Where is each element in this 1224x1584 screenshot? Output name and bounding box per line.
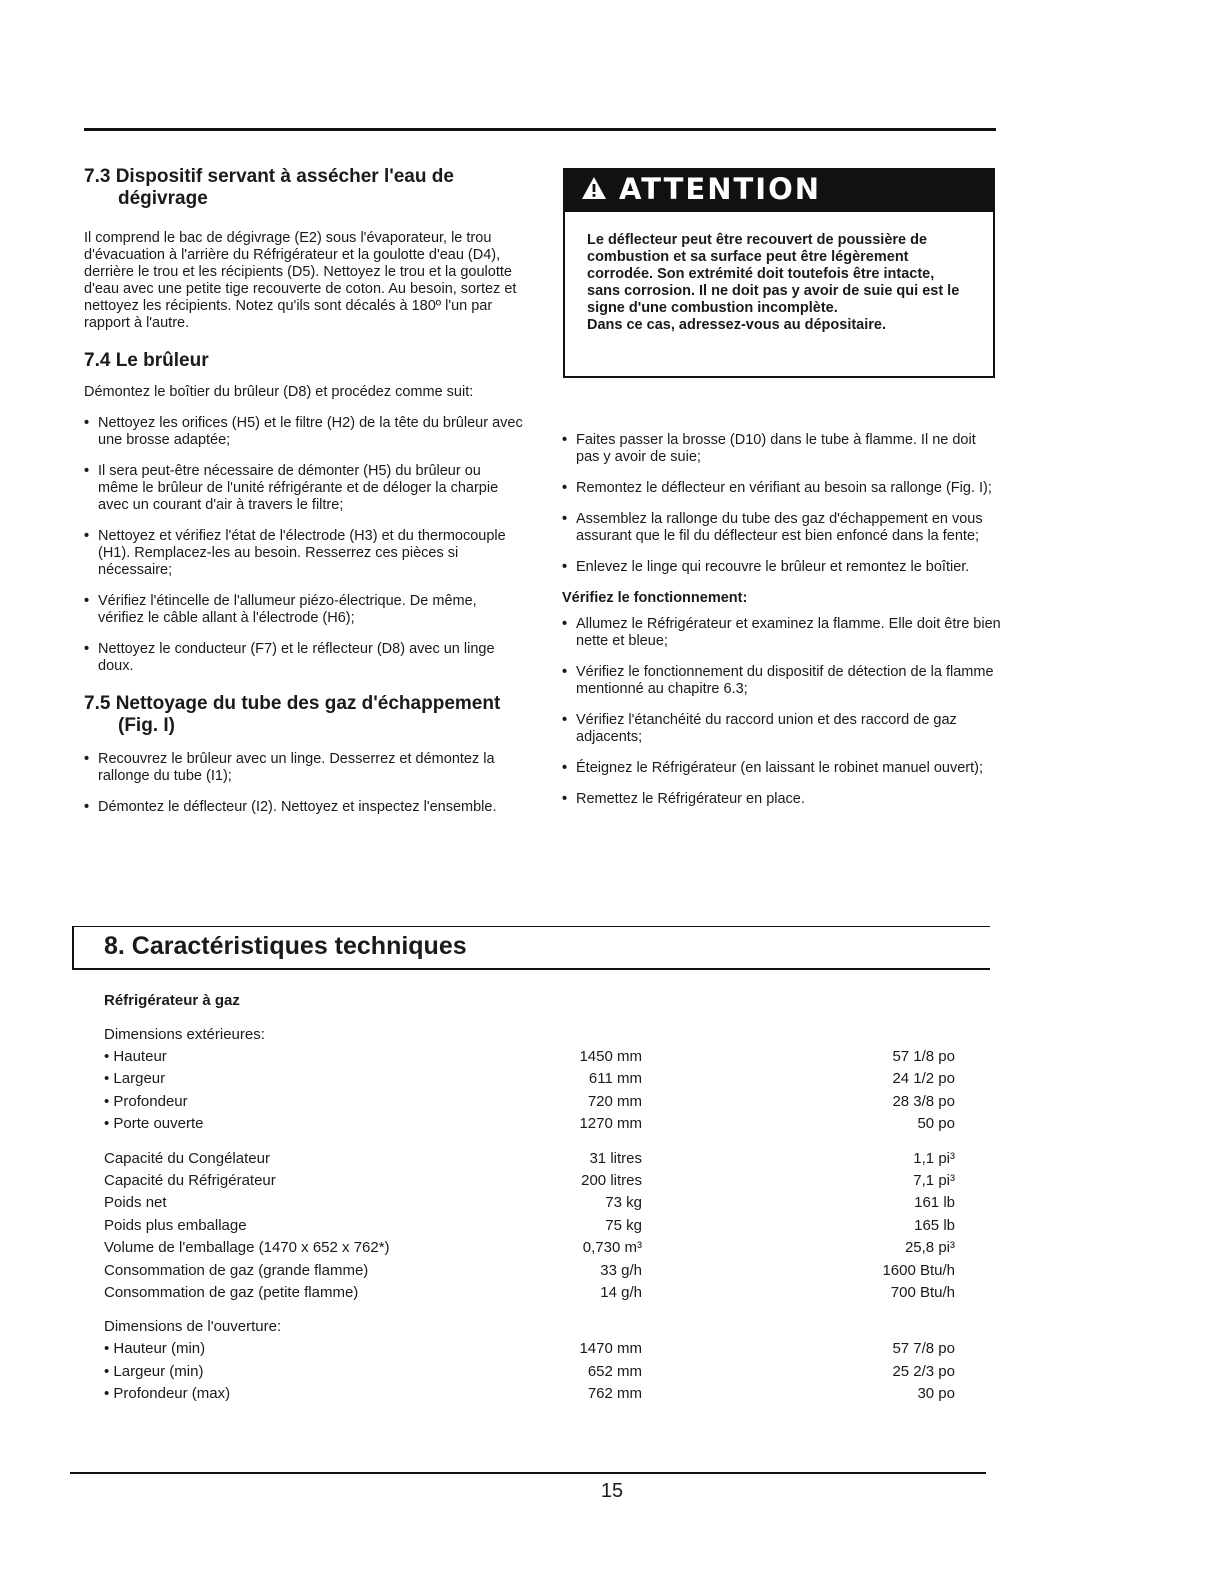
table-row: • Profondeur (max) 762 mm 30 po (104, 1385, 955, 1403)
table-row: • Profondeur 720 mm 28 3/8 po (104, 1092, 955, 1110)
verify-list (562, 616, 1002, 808)
section-8-top-rule (72, 926, 990, 927)
list-item: • Recouvrez le brûleur avec un linge. Desserrez et démontez la rallonge du tube (I1); (84, 751, 524, 785)
table-row: • Largeur (min) 652 mm 25 2/3 po (104, 1362, 955, 1380)
list-item: • Assemblez la rallonge du tube des gaz d'échappement en vous assurant que le fil du déflecteur est bien enfoncé dans la fente; (562, 511, 1002, 545)
attention-header (563, 168, 995, 210)
list-item: • Vérifiez l'étanchéité du raccord union et des raccord de gaz adjacents; (562, 712, 1002, 746)
section-7-3-body: Il comprend le bac de dégivrage (E2) sous l'évaporateur, le trou d'évacuation à l'arrière du Réfrigérateur et la goulotte d'eau (D4), derrière le trou et les récipients (D5). Nettoyez le trou et la goulotte d'eau avec une petite tige recouverte de coton. Au besoin, sortez et nettoyez les récipients. Notez qu'ils sont décalés à 180º l'un par rapport à l'autre. (84, 230, 517, 331)
section-8-bottom-rule (72, 968, 990, 970)
opening-heading: Dimensions de l'ouverture: (104, 1318, 282, 1336)
attention-text: Le déflecteur peut être recouvert de poussière de combustion et sa surface peut être légèrement corrodée. Son extrémité doit toutefois être intacte, sans corrosion. Il ne doit pas y avoir de suie qui est le signe d'une combustion incomplète. (587, 232, 960, 316)
footer-rule (70, 1472, 986, 1474)
list-item: • Remontez le déflecteur en vérifiant au besoin sa rallonge (Fig. I); (562, 480, 1002, 497)
list-item: • Vérifiez l'étincelle de l'allumeur piézo-électrique. De même, vérifiez le câble allant à l'électrode (H6); (84, 593, 524, 627)
attention-box (563, 210, 995, 378)
attention-label: ATTENTION (619, 172, 821, 206)
specs-subtitle: Réfrigérateur à gaz (104, 992, 240, 1009)
right-column (562, 432, 1002, 822)
table-row: Consommation de gaz (petite flamme) 14 g/h 700 Btu/h (104, 1284, 955, 1302)
table-row: Consommation de gaz (grande flamme) 33 g/h 1600 Btu/h (104, 1261, 955, 1279)
section-7-4-list (84, 415, 524, 675)
list-item: • Nettoyez et vérifiez l'état de l'électrode (H3) et du thermocouple (H1). Remplacez-les au besoin. Resserrez ces pièces si nécessaire; (84, 528, 524, 579)
list-item: • Enlevez le linge qui recouvre le brûleur et remontez le boîtier. (562, 559, 1002, 576)
section-7-3-heading: 7.3 Dispositif servant à assécher l'eau de dégivrage (84, 166, 454, 209)
section-7-4-heading: 7.4 Le brûleur (84, 350, 209, 371)
section-7-5-list (84, 751, 524, 816)
list-item: • Faites passer la brosse (D10) dans le tube à flamme. Il ne doit pas y avoir de suie; (562, 432, 1002, 466)
section-7-4-intro: Démontez le boîtier du brûleur (D8) et procédez comme suit: (84, 384, 474, 400)
list-item: • Éteignez le Réfrigérateur (en laissant le robinet manuel ouvert); (562, 760, 1002, 777)
warning-triangle-icon (581, 176, 607, 200)
table-row: Volume de l'emballage (1470 x 652 x 762*) 0,730 m³ 25,8 pi³ (104, 1239, 955, 1257)
left-column (84, 166, 524, 830)
section-8-left-bar (72, 927, 74, 969)
list-item: • Nettoyez les orifices (H5) et le filtre (H2) de la tête du brûleur avec une brosse adaptée; (84, 415, 524, 449)
list-item: • Nettoyez le conducteur (F7) et le réflecteur (D8) avec un linge doux. (84, 641, 524, 675)
list-item: • Démontez le déflecteur (I2). Nettoyez et inspectez l'ensemble. (84, 799, 524, 816)
list-item: • Vérifiez le fonctionnement du dispositif de détection de la flamme mentionné au chapitre 6.3; (562, 664, 1002, 698)
table-row: • Largeur 611 mm 24 1/2 po (104, 1070, 955, 1088)
table-row: Capacité du Réfrigérateur 200 litres 7,1 pi³ (104, 1172, 955, 1190)
table-row: Capacité du Congélateur 31 litres 1,1 pi³ (104, 1149, 955, 1167)
table-row: • Porte ouverte 1270 mm 50 po (104, 1115, 955, 1133)
page-number: 15 (600, 1480, 624, 1502)
table-row: • Hauteur 1450 mm 57 1/8 po (104, 1048, 955, 1065)
section-8-heading: 8. Caractéristiques techniques (104, 932, 467, 960)
list-item: • Allumez le Réfrigérateur et examinez la flamme. Elle doit être bien nette et bleue; (562, 616, 1002, 650)
list-item: • Il sera peut-être nécessaire de démonter (H5) du brûleur ou même le brûleur de l'unité réfrigérante et de déloger la charpie avec un courant d'air à travers le filtre; (84, 463, 524, 514)
section-7-5-heading: 7.5 Nettoyage du tube des gaz d'échappement (Fig. I) (84, 693, 501, 736)
top-rule (84, 128, 996, 131)
table-row: Poids plus emballage 75 kg 165 lb (104, 1216, 955, 1234)
attention-text-2: Dans ce cas, adressez-vous au dépositaire. (587, 317, 886, 333)
dims-heading: Dimensions extérieures: (104, 1026, 265, 1043)
table-row: Poids net 73 kg 161 lb (104, 1194, 955, 1212)
right-steps-list (562, 432, 1002, 576)
list-item: • Remettez le Réfrigérateur en place. (562, 791, 1002, 808)
specs-table (104, 990, 964, 1418)
verify-heading: Vérifiez le fonctionnement: (562, 590, 748, 606)
table-row: • Hauteur (min) 1470 mm 57 7/8 po (104, 1340, 955, 1358)
